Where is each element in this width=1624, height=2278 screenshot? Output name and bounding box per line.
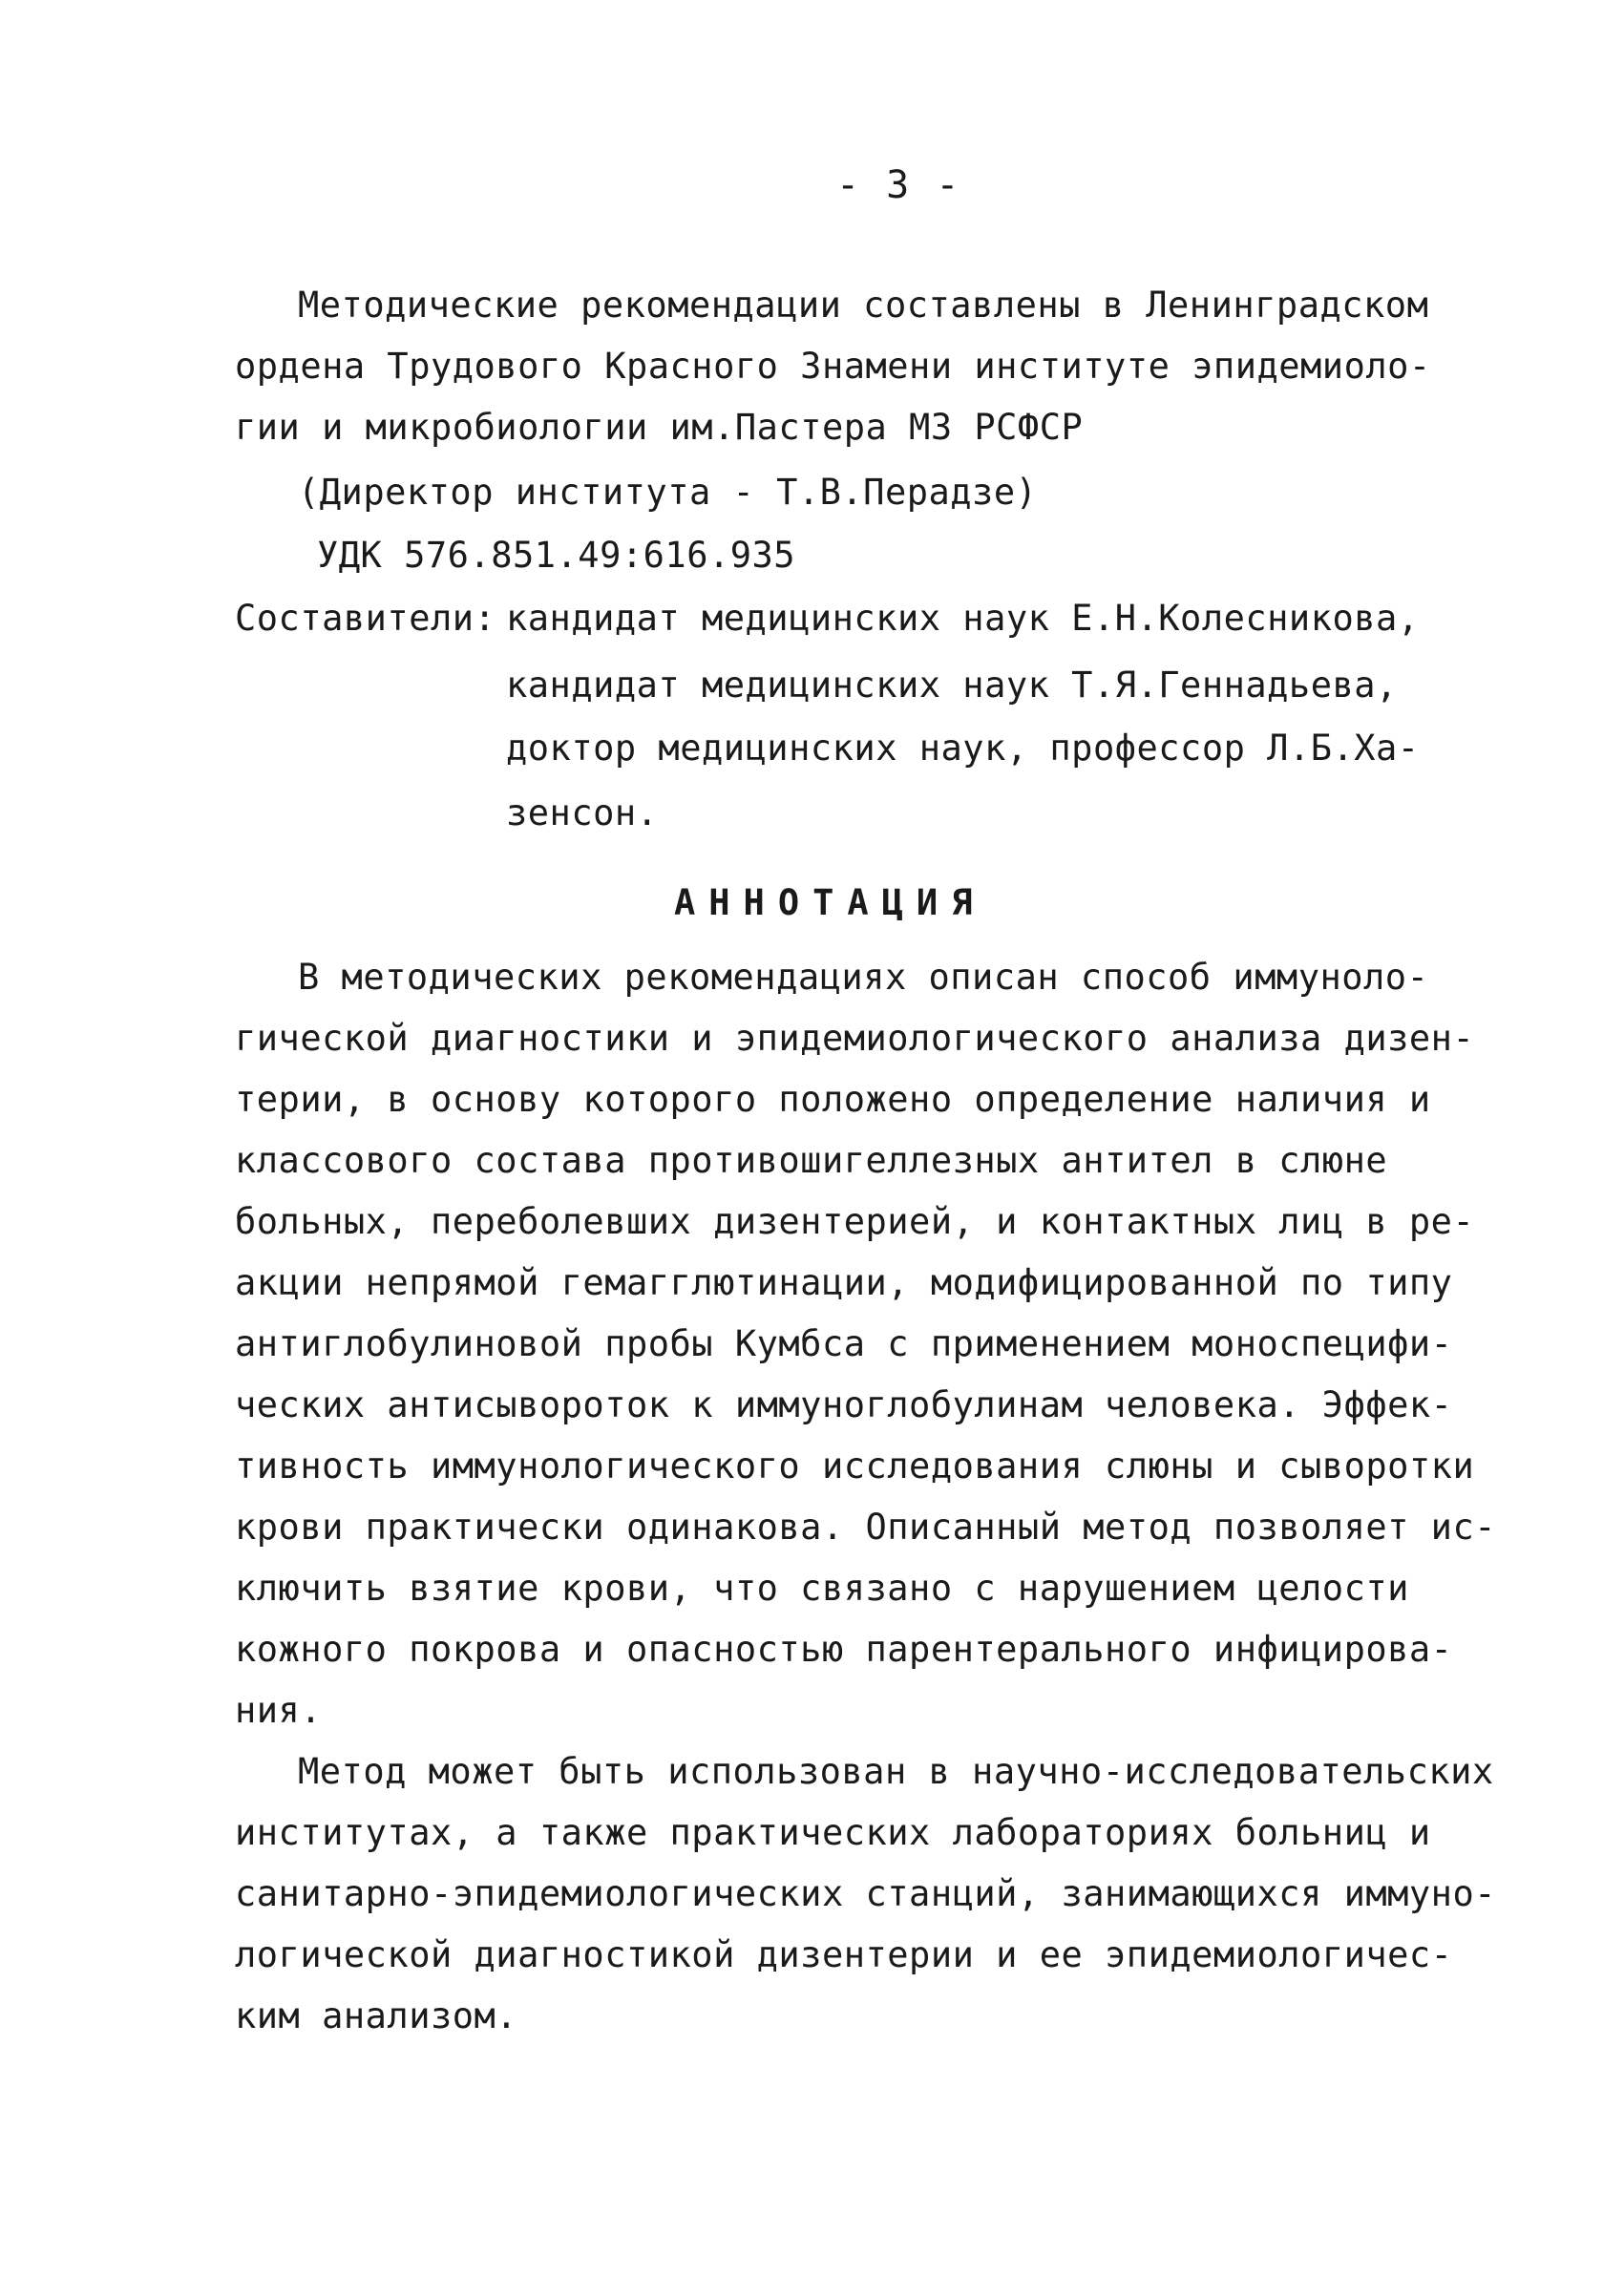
paragraph-line: ния. [235,1690,323,1731]
paragraph-line: ческих антисывороток к иммуноглобулинам человека. Эффек- [235,1384,1453,1425]
annotation-heading: АННОТАЦИЯ [674,882,986,923]
author-line: доктор медицинских наук, профессор Л.Б.Ха- [506,728,1420,769]
paragraph-line: больных, переболевших дизентерией, и контактных лиц в ре- [235,1201,1475,1242]
origin-line: Методические рекомендации составлены в Ленинградском [298,285,1429,326]
paragraph-line: ким анализом. [235,1995,518,2036]
director-line: (Директор института - Т.В.Перадзе) [298,472,1038,513]
paragraph-line: гической диагностики и эпидемиологического анализа дизен- [235,1018,1475,1059]
paragraph-line: Метод может быть использован в научно-исследовательских [298,1751,1494,1792]
paragraph-line: санитарно-эпидемиологических станций, занимающихся иммуно- [235,1873,1497,1914]
paragraph-line: логической диагностикой дизентерии и ее эпидемиологичес- [235,1934,1453,1975]
paragraph-line: В методических рекомендациях описан способ иммуноло- [298,957,1429,998]
origin-line: ордена Трудового Красного Знамени институте эпидемиоло- [235,346,1431,387]
origin-line: гии и микробиологии им.Пастера МЗ РСФСР [235,407,1084,448]
paragraph-line: институтах, а также практических лабораториях больниц и [235,1812,1431,1853]
paragraph-line: классового состава противошигеллезных антител в слюне [235,1140,1388,1181]
paragraph-line: антиглобулиновой пробы Кумбса с применением моноспецифи- [235,1323,1453,1364]
udc-line: УДК 576.851.49:616.935 [317,535,796,576]
page-number: - 3 - [836,163,961,207]
author-line: зенсон. [506,792,659,833]
author-line: кандидат медицинских наук Е.Н.Колесникова, [506,598,1420,639]
paragraph-line: ключить взятие крови, что связано с нарушением целости [235,1568,1409,1609]
paragraph-line: кожного покрова и опасностью парентерального инфицирова- [235,1629,1453,1670]
paragraph-line: акции непрямой гемагглютинации, модифицированной по типу [235,1262,1453,1303]
paragraph-line: терии, в основу которого положено определение наличия и [235,1079,1431,1120]
author-line: кандидат медицинских наук Т.Я.Геннадьева, [506,664,1398,706]
paragraph-line: тивность иммунологического исследования слюны и сыворотки [235,1445,1475,1487]
paragraph-line: крови практически одинакова. Описанный метод позволяет ис- [235,1507,1497,1548]
authors-label: Составители: [235,598,496,639]
